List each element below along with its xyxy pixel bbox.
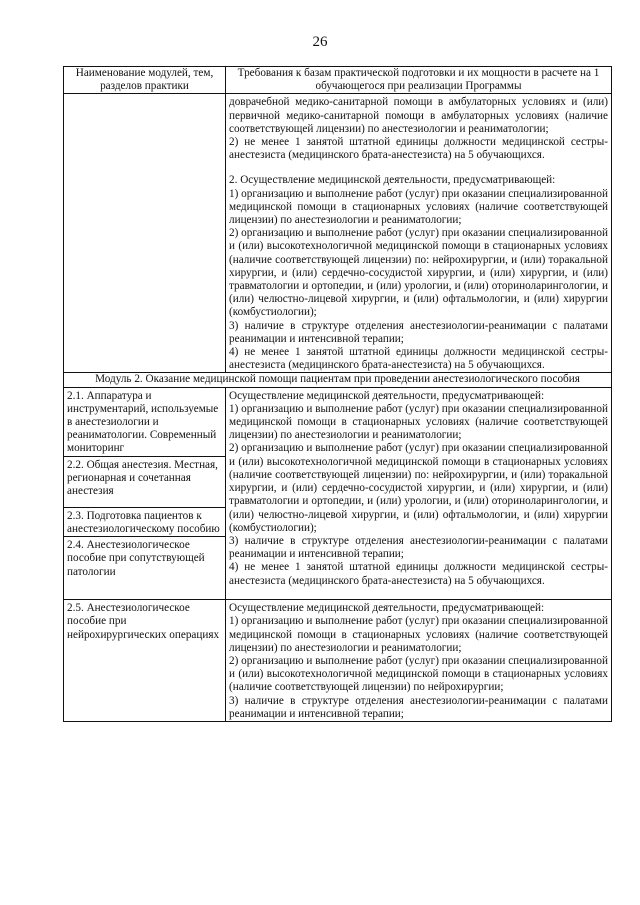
requirement-line: 1) организацию и выполнение работ (услуг) при оказании специализированной медицинской помощи в стационарных условиях (наличие соответствующей лицензии) по анестезиологии и реаниматологии; xyxy=(229,615,608,654)
requirement-line: 2) организацию и выполнение работ (услуг) при оказании специализированной и (или) высокотехнологичной медицинской помощи в стационарных условиях (наличие соответствующей лицензии) по: нейрохирургии, и (или) торакальной хирургии, и (или) сердечно-сосудистой хирургии, и (или) хирургии, и (или) травматологии и ортопедии, и (или) урологии, и (или) оториноларингологии, и (или) челюстно-лицевой хирургии, и (или) офтальмологии, и (или) хирургии (комбустиологии); xyxy=(229,442,608,534)
requirement-line: Осуществление медицинской деятельности, предусматривающей: xyxy=(229,389,545,402)
topic-2-5: 2.5. Анестезиологическое пособие при нейрохирургических операциях xyxy=(64,600,226,722)
topic-2-3: 2.3. Подготовка пациентов к анестезиологическому пособию xyxy=(64,507,226,536)
requirement-line: Осуществление медицинской деятельности, предусматривающей: xyxy=(229,602,545,615)
continued-line: доврачебной медико-санитарной помощи в амбулаторных условиях и (или) первичной медико-санитарной помощи в амбулаторных условиях (наличие соответствующей лицензии) по анестезиологии и реаниматологии; xyxy=(229,96,608,135)
topic-row-2-1 xyxy=(64,387,612,456)
continued-line: 2. Осуществление медицинской деятельности, предусматривающей: xyxy=(229,174,556,187)
continued-topic-cell xyxy=(64,94,226,373)
requirements-table xyxy=(63,66,612,722)
requirement-line: 3) наличие в структуре отделения анестезиологии-реанимации с палатами реанимации и интенсивной терапии; xyxy=(229,534,608,561)
page-number: 26 xyxy=(312,34,328,50)
continued-line: 4) не менее 1 занятой штатной единицы должности медицинской сестры-анестезиста (медицинского брата-анестезиста) на 5 обучающихся. xyxy=(229,346,608,372)
topic-2-1: 2.1. Аппаратура и инструментарий, используемые в анестезиологии и реаниматологии. Современный мониторинг xyxy=(64,387,226,456)
group2-requirements xyxy=(226,600,612,722)
continued-row xyxy=(64,94,612,373)
topic-2-4: 2.4. Анестезиологическое пособие при сопутствующей патологии xyxy=(64,537,226,600)
requirement-line: 4) не менее 1 занятой штатной единицы должности медицинской сестры-анестезиста (медицинского брата-анестезиста) на 5 обучающихся. xyxy=(229,561,608,587)
continued-line: 2) организацию и выполнение работ (услуг) при оказании специализированной и (или) высокотехнологичной медицинской помощи в стационарных условиях (наличие соответствующей лицензии) по: нейрохирургии, и (или) торакальной хирургии, и (или) сердечно-сосудистой хирургии, и (или) хирургии, и (или) травматологии и ортопедии, и (или) урологии, и (или) оториноларингологии, и (или) челюстно-лицевой хирургии, и (или) офтальмологии, и (или) хирургии (комбустиологии); xyxy=(229,227,608,319)
header-requirements: Требования к базам практической подготовки и их мощности в расчете на 1 обучающегося при реализации Программы xyxy=(226,67,612,94)
module-title-row xyxy=(64,373,612,387)
table-header-row xyxy=(64,67,612,94)
header-modules: Наименование модулей, тем, разделов практики xyxy=(64,67,226,94)
topic-row-2-5 xyxy=(64,600,612,722)
topic-2-2: 2.2. Общая анестезия. Местная, регионарная и сочетанная анестезия xyxy=(64,456,226,507)
requirement-line: 2) организацию и выполнение работ (услуг) при оказании специализированной и (или) высокотехнологичной медицинской помощи в стационарных условиях (наличие соответствующей лицензии) по нейрохирургии; xyxy=(229,654,608,694)
continued-line: 3) наличие в структуре отделения анестезиологии-реанимации с палатами реанимации и интенсивной терапии; xyxy=(229,319,608,345)
group1-requirements xyxy=(226,387,612,599)
continued-line: 1) организацию и выполнение работ (услуг) при оказании специализированной медицинской помощи в стационарных условиях (наличие соответствующей лицензии) по анестезиологии и реаниматологии; xyxy=(229,187,608,227)
module-title: Модуль 2. Оказание медицинской помощи пациентам при проведении анестезиологического пособия xyxy=(64,373,612,387)
requirement-line: 1) организацию и выполнение работ (услуг) при оказании специализированной медицинской помощи в стационарных условиях (наличие соответствующей лицензии) по анестезиологии и реаниматологии; xyxy=(229,402,608,442)
requirement-line: 3) наличие в структуре отделения анестезиологии-реанимации с палатами реанимации и интенсивной терапии; xyxy=(229,694,608,720)
continued-requirements xyxy=(226,94,612,373)
continued-line: 2) не менее 1 занятой штатной единицы должности медицинской сестры-анестезиста (медицинского брата-анестезиста) на 5 обучающихся. xyxy=(229,136,608,162)
